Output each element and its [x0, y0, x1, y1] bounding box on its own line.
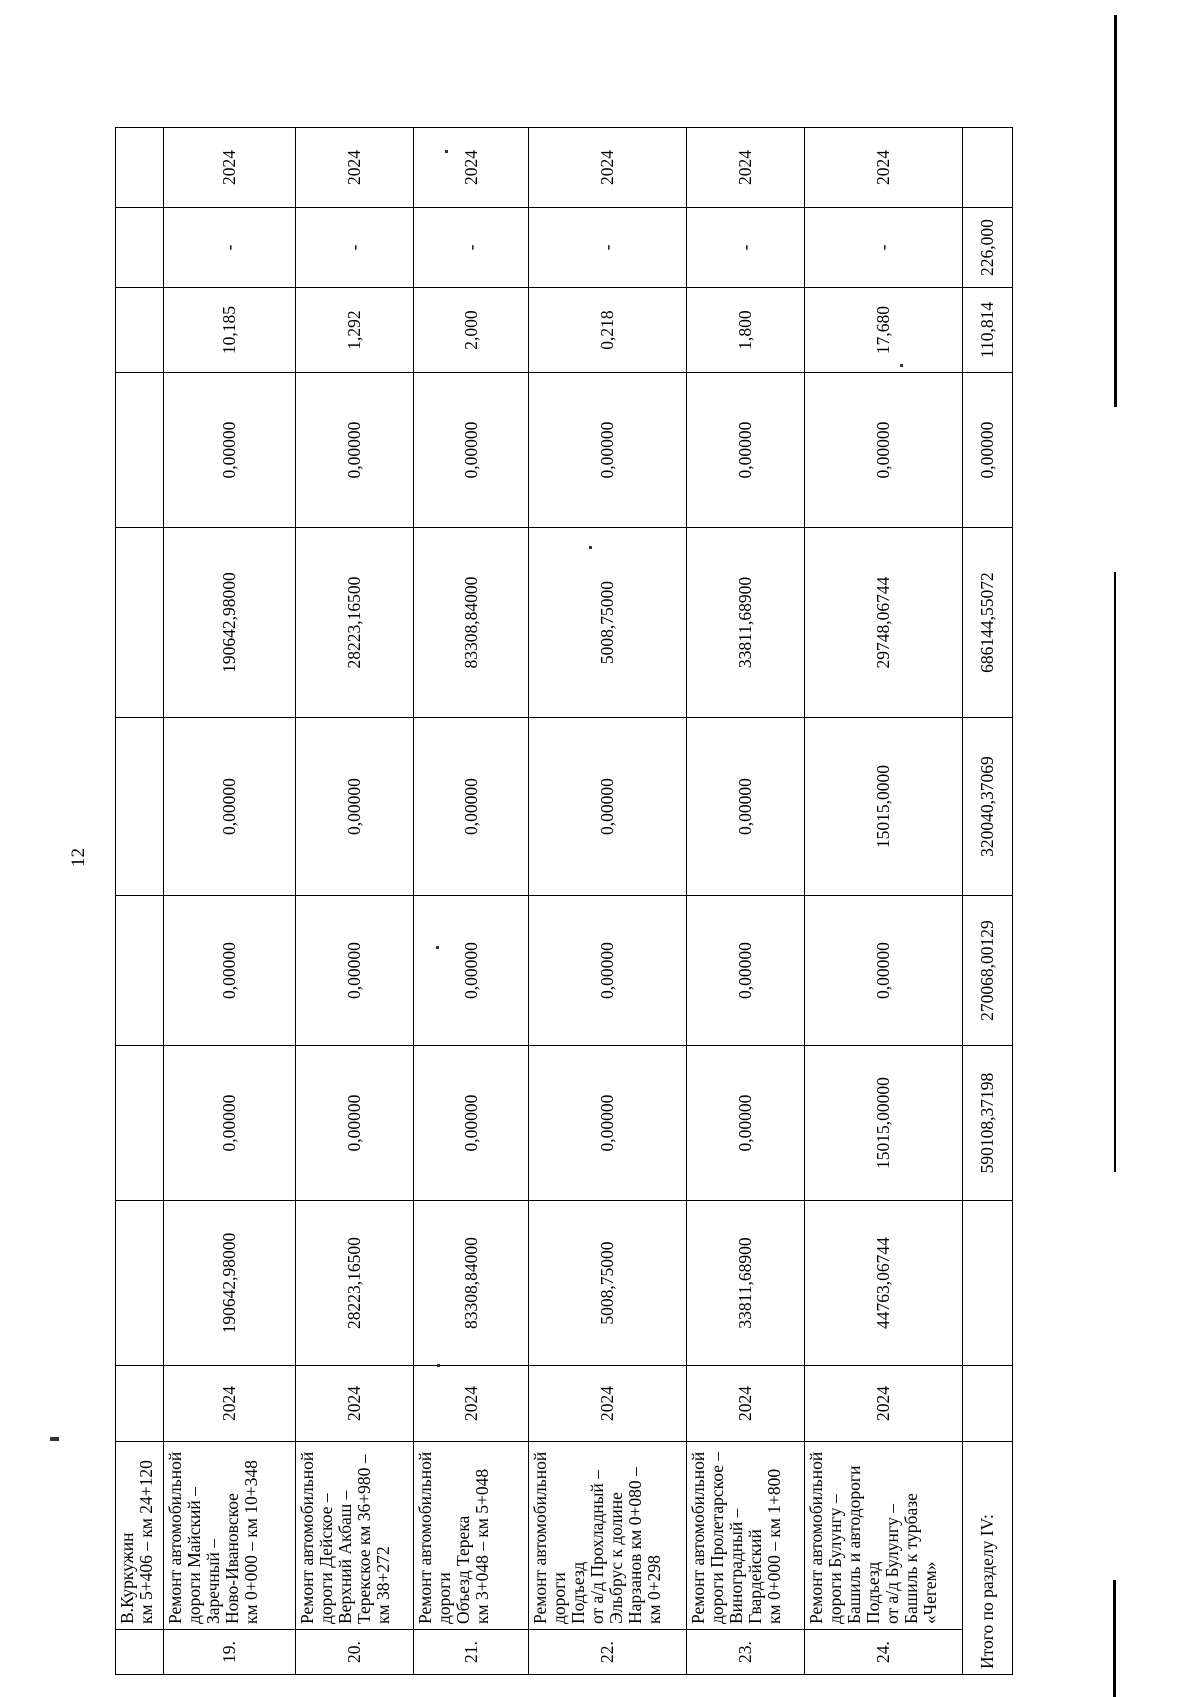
cell-c9: 2024	[296, 128, 414, 208]
cell-year	[116, 1366, 164, 1442]
table-body	[116, 128, 1013, 1675]
cell-c3: 0,00000	[164, 896, 296, 1046]
scan-speck	[50, 1437, 59, 1441]
scan-speck	[436, 946, 439, 949]
cell-c5: 28223,16500	[296, 528, 414, 718]
cell-c5: 83308,84000	[414, 528, 529, 718]
name-line: Подъезд	[863, 1561, 883, 1624]
cell-c5: 33811,68900	[687, 528, 805, 718]
name-line: Виноградный –	[726, 1508, 746, 1624]
table-row	[529, 128, 687, 1675]
cell-c9	[116, 128, 164, 208]
total-empty	[963, 1201, 1013, 1366]
cell-c8: -	[529, 208, 687, 288]
total-c7: 110,814	[963, 288, 1013, 373]
cell-name	[687, 1442, 805, 1630]
cell-c8: -	[414, 208, 529, 288]
continuation-row	[116, 128, 164, 1675]
cell-c7	[116, 288, 164, 373]
cell-c6	[116, 373, 164, 528]
cell-c8	[116, 208, 164, 288]
name-line: км 0+298	[644, 1555, 664, 1624]
cell-c3: 0,00000	[529, 896, 687, 1046]
cell-c2	[116, 1046, 164, 1201]
cell-c9: 2024	[805, 128, 963, 208]
table-wrapper	[115, 127, 1013, 1675]
name-line: Ремонт автомобильной	[165, 1451, 185, 1624]
table-row	[414, 128, 529, 1675]
scan-edge-line	[1113, 1580, 1116, 1697]
total-label: Итого по разделу IV:	[963, 1442, 1013, 1675]
cell-c8: -	[164, 208, 296, 288]
name-line: дороги Майский –	[184, 1487, 204, 1624]
cell-c7: 0,218	[529, 288, 687, 373]
cell-c1: 28223,16500	[296, 1201, 414, 1366]
name-line: Терекское км 36+980 –	[354, 1454, 374, 1624]
cell-c1: 44763,06744	[805, 1201, 963, 1366]
name-line: Башиль и автодороги	[844, 1465, 864, 1624]
cell-c6: 0,00000	[296, 373, 414, 528]
cell-c6: 0,00000	[529, 373, 687, 528]
cell-c9: 2024	[529, 128, 687, 208]
name-line: дороги	[434, 1572, 454, 1624]
cell-name	[529, 1442, 687, 1630]
cell-c8: -	[687, 208, 805, 288]
cell-year: 2024	[805, 1366, 963, 1442]
cell-c1: 190642,98000	[164, 1201, 296, 1366]
cell-c3: 0,00000	[414, 896, 529, 1046]
cell-c4: 0,00000	[687, 718, 805, 896]
cell-c9: 2024	[414, 128, 529, 208]
name-line: Башиль к турбазе	[901, 1493, 921, 1624]
cell-num	[116, 1630, 164, 1675]
name-line: Верхний Акбаш –	[335, 1490, 355, 1624]
scan-edge-line	[1114, 572, 1116, 1172]
name-line: км 5+406 – км 24+120	[136, 1460, 156, 1624]
name-line: Гвардейский	[745, 1529, 765, 1624]
name-line: км 3+048 – км 5+048	[472, 1468, 492, 1624]
name-line: Ново-Ивановское	[222, 1493, 242, 1624]
cell-c7: 10,185	[164, 288, 296, 373]
cell-c2: 0,00000	[529, 1046, 687, 1201]
name-line: Ремонт автомобильной	[415, 1451, 435, 1624]
cell-c8: -	[805, 208, 963, 288]
cell-c5: 5008,75000	[529, 528, 687, 718]
page-number: 12	[68, 848, 89, 867]
name-line: Эльбрус к долине	[606, 1492, 626, 1624]
cell-c4: 15015,0000	[805, 718, 963, 896]
total-c5: 686144,55072	[963, 528, 1013, 718]
name-line: дороги Булунгу –	[825, 1494, 845, 1624]
cell-c9: 2024	[164, 128, 296, 208]
cell-c2: 15015,00000	[805, 1046, 963, 1201]
cell-c7: 2,000	[414, 288, 529, 373]
cell-num: 20.	[296, 1630, 414, 1675]
total-empty	[963, 1366, 1013, 1442]
cell-c1: 5008,75000	[529, 1201, 687, 1366]
name-line: Ремонт автомобильной	[297, 1451, 317, 1624]
cell-c4: 0,00000	[164, 718, 296, 896]
total-c3: 270068,00129	[963, 896, 1013, 1046]
cell-c3: 0,00000	[805, 896, 963, 1046]
name-line: дороги Дейское –	[316, 1493, 336, 1624]
cell-c3: 0,00000	[687, 896, 805, 1046]
cell-c7: 1,800	[687, 288, 805, 373]
cell-year: 2024	[529, 1366, 687, 1442]
cell-num: 23.	[687, 1630, 805, 1675]
name-line: Подъезд	[568, 1561, 588, 1624]
total-c4: 320040,37069	[963, 718, 1013, 896]
cell-year: 2024	[414, 1366, 529, 1442]
name-line: от а/д Прохладный –	[587, 1470, 607, 1624]
name-line: Ремонт автомобильной	[688, 1451, 708, 1624]
cell-name	[164, 1442, 296, 1630]
cell-c4: 0,00000	[296, 718, 414, 896]
name-line: дороги Пролетарское –	[707, 1451, 727, 1624]
cell-name	[805, 1442, 963, 1630]
cell-c9: 2024	[687, 128, 805, 208]
cell-c7: 1,292	[296, 288, 414, 373]
cell-c5: 190642,98000	[164, 528, 296, 718]
cell-c6: 0,00000	[414, 373, 529, 528]
name-line: Ремонт автомобильной	[530, 1451, 550, 1624]
cell-num: 21.	[414, 1630, 529, 1675]
name-line: Нарзанов км 0+080 –	[625, 1467, 645, 1624]
cell-num: 19.	[164, 1630, 296, 1675]
scan-speck	[589, 546, 592, 549]
cell-c2: 0,00000	[687, 1046, 805, 1201]
cell-c6: 0,00000	[164, 373, 296, 528]
name-line: дороги	[549, 1572, 569, 1624]
total-c8: 226,000	[963, 208, 1013, 288]
cell-c4: 0,00000	[414, 718, 529, 896]
scan-speck	[437, 1364, 440, 1367]
cell-c1: 83308,84000	[414, 1201, 529, 1366]
scan-speck	[900, 364, 903, 367]
cell-c4	[116, 718, 164, 896]
name-line: В.Куркужин	[117, 1532, 137, 1624]
name-line: от а/д Булунгу –	[882, 1504, 902, 1624]
total-c6: 0,00000	[963, 373, 1013, 528]
name-line: «Чегем»	[920, 1561, 940, 1624]
table-row	[687, 128, 805, 1675]
scan-speck	[445, 150, 448, 153]
cell-c3	[116, 896, 164, 1046]
table-row	[164, 128, 296, 1675]
cell-c2: 0,00000	[414, 1046, 529, 1201]
name-line: Заречный –	[203, 1538, 223, 1624]
cell-name	[296, 1442, 414, 1630]
cell-c7: 17,680	[805, 288, 963, 373]
total-row	[963, 128, 1013, 1675]
cell-year: 2024	[164, 1366, 296, 1442]
cell-c6: 0,00000	[805, 373, 963, 528]
cell-c3: 0,00000	[296, 896, 414, 1046]
cell-c2: 0,00000	[164, 1046, 296, 1201]
total-empty	[963, 128, 1013, 208]
cell-c6: 0,00000	[687, 373, 805, 528]
road-repair-table	[115, 127, 1013, 1675]
cell-num: 22.	[529, 1630, 687, 1675]
cell-c5: 29748,06744	[805, 528, 963, 718]
cell-year: 2024	[687, 1366, 805, 1442]
name-line: км 0+000 – км 1+800	[764, 1468, 784, 1624]
cell-year: 2024	[296, 1366, 414, 1442]
name-line: км 38+272	[373, 1546, 393, 1624]
table-row	[805, 128, 963, 1675]
table-row	[296, 128, 414, 1675]
cell-c5	[116, 528, 164, 718]
cell-c8: -	[296, 208, 414, 288]
scan-edge-line	[1114, 15, 1117, 407]
cell-c2: 0,00000	[296, 1046, 414, 1201]
cell-c1: 33811,68900	[687, 1201, 805, 1366]
cell-name	[116, 1442, 164, 1630]
cell-c1	[116, 1201, 164, 1366]
name-line: Ремонт автомобильной	[806, 1451, 826, 1624]
cell-num: 24.	[805, 1630, 963, 1675]
name-line: км 0+000 – км 10+348	[241, 1460, 261, 1624]
cell-c4: 0,00000	[529, 718, 687, 896]
cell-name	[414, 1442, 529, 1630]
total-c2: 590108,37198	[963, 1046, 1013, 1201]
name-line: Объезд Терека	[453, 1515, 473, 1624]
